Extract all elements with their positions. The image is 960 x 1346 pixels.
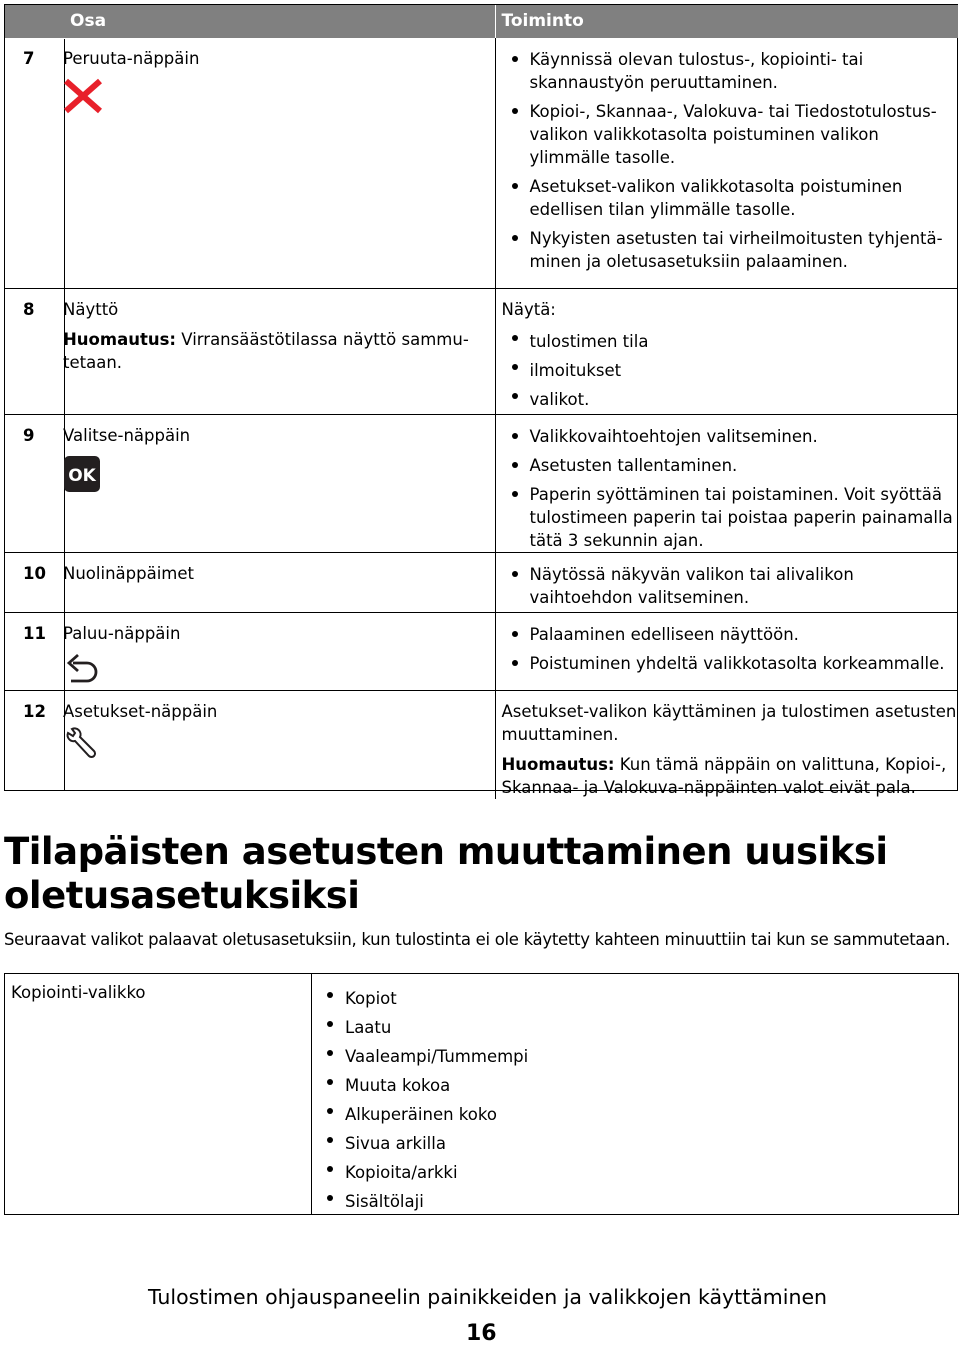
part-name: Paluu-näppäin xyxy=(63,623,181,643)
row-number: 11 xyxy=(5,612,63,690)
menu-name: Kopiointi-valikko xyxy=(11,983,146,1002)
row-number: 7 xyxy=(5,38,63,288)
list-item: Palaaminen edelliseen näyttöön. xyxy=(502,623,959,646)
menu-table-divider xyxy=(311,974,312,1214)
row-number: 10 xyxy=(5,552,63,612)
action-list xyxy=(502,48,959,273)
table-header-row xyxy=(5,5,958,38)
list-item: Sisältölaji xyxy=(317,1187,528,1216)
row-number: 9 xyxy=(5,414,63,552)
table-row xyxy=(5,690,958,799)
ok-icon xyxy=(63,455,101,493)
action-list xyxy=(502,327,959,414)
note-text: Kun tämä näppäin on valittuna, Kopioi-, Skannaa- ja Valokuva-näppäinten valot eivät pala. xyxy=(501,754,947,797)
list-item: Näytössä näkyvän valikon tai alivalikon vaihtoehdon valitseminen. xyxy=(502,563,959,609)
table-row xyxy=(5,38,958,288)
part-name: Valitse-näppäin xyxy=(63,425,191,445)
section-title-line: Tilapäisten asetusten muuttaminen uusiksi xyxy=(4,830,888,873)
part-name: Asetukset-näppäin xyxy=(63,701,218,721)
section-intro: Seuraavat valikot palaavat oletusasetuksiin, kun tulostinta ei ole käytetty kahteen minuuttiin tai kun se sammutetaan. xyxy=(4,930,951,949)
cancel-x-icon xyxy=(63,78,103,114)
svg-text:OK: OK xyxy=(68,465,96,486)
menu-table xyxy=(4,973,959,1215)
action-list xyxy=(502,563,959,609)
list-item: Vaaleampi/Tummempi xyxy=(317,1042,528,1071)
list-item: ilmoitukset xyxy=(502,356,959,385)
list-item: Kopioita/arkki xyxy=(317,1158,528,1187)
action-text: Asetukset-valikon käyttäminen ja tulostimen asetusten muuttaminen. xyxy=(501,701,957,744)
list-item: Valikkovaihtoehtojen valitseminen. xyxy=(502,425,959,448)
control-panel-table xyxy=(5,5,958,799)
header-part: Osa xyxy=(5,5,495,38)
header-action: Toiminto xyxy=(495,5,958,38)
menu-item-list xyxy=(317,984,528,1216)
table-row xyxy=(5,288,958,414)
table-row xyxy=(5,414,958,552)
list-item: Sivua arkilla xyxy=(317,1129,528,1158)
row-number: 8 xyxy=(5,288,63,414)
list-item: Poistuminen yhdeltä valikkotasolta korkeammalle. xyxy=(502,652,959,675)
section-title xyxy=(4,830,888,918)
list-item: Paperin syöttäminen tai poistaminen. Voit syöttää tulostimeen paperin tai poistaa paperin painamalla tätä 3 sekunnin ajan. xyxy=(502,483,959,552)
list-item: Kopiot xyxy=(317,984,528,1013)
list-item: Muuta kokoa xyxy=(317,1071,528,1100)
table-row xyxy=(5,612,958,690)
page-number: 16 xyxy=(466,1321,497,1346)
list-item: valikot. xyxy=(502,385,959,414)
list-item: Asetukset-valikon valikkotasolta poistuminen edellisen tilan ylimmälle tasolle. xyxy=(502,175,959,221)
note-label: Huomautus: xyxy=(63,329,177,349)
note-label: Huomautus: xyxy=(501,754,615,774)
table-row xyxy=(5,552,958,612)
action-list xyxy=(502,623,959,675)
action-intro: Näytä: xyxy=(501,299,556,319)
part-note xyxy=(63,328,487,374)
action-note xyxy=(502,753,959,799)
row-number: 12 xyxy=(23,701,46,721)
back-arrow-icon xyxy=(63,651,103,685)
list-item: Kopioi-, Skannaa-, Valokuva- tai Tiedostotulostus-valikon valikkotasolta poistuminen valikon ylimmälle tasolle. xyxy=(502,100,959,169)
list-item: Käynnissä olevan tulostus-, kopiointi- tai skannaustyön peruuttaminen. xyxy=(502,48,959,94)
note-text: Virransäästötilassa näyttö sammu-tetaan. xyxy=(63,329,469,372)
wrench-icon xyxy=(63,727,103,763)
part-name: Peruuta-näppäin xyxy=(63,49,200,68)
part-name: Nuolinäppäimet xyxy=(63,563,194,583)
list-item: tulostimen tila xyxy=(502,327,959,356)
action-list xyxy=(502,425,959,552)
list-item: Alkuperäinen koko xyxy=(317,1100,528,1129)
list-item: Nykyisten asetusten tai virheilmoitusten tyhjentä-minen ja oletusasetuksiin palaaminen. xyxy=(502,227,959,273)
footer-chapter-title: Tulostimen ohjauspaneelin painikkeiden ja valikkojen käyttäminen xyxy=(148,1285,828,1309)
list-item: Laatu xyxy=(317,1013,528,1042)
list-item: Asetusten tallentaminen. xyxy=(502,454,959,477)
part-name: Näyttö xyxy=(63,299,119,319)
section-title-line: oletusasetuksiksi xyxy=(4,874,360,917)
